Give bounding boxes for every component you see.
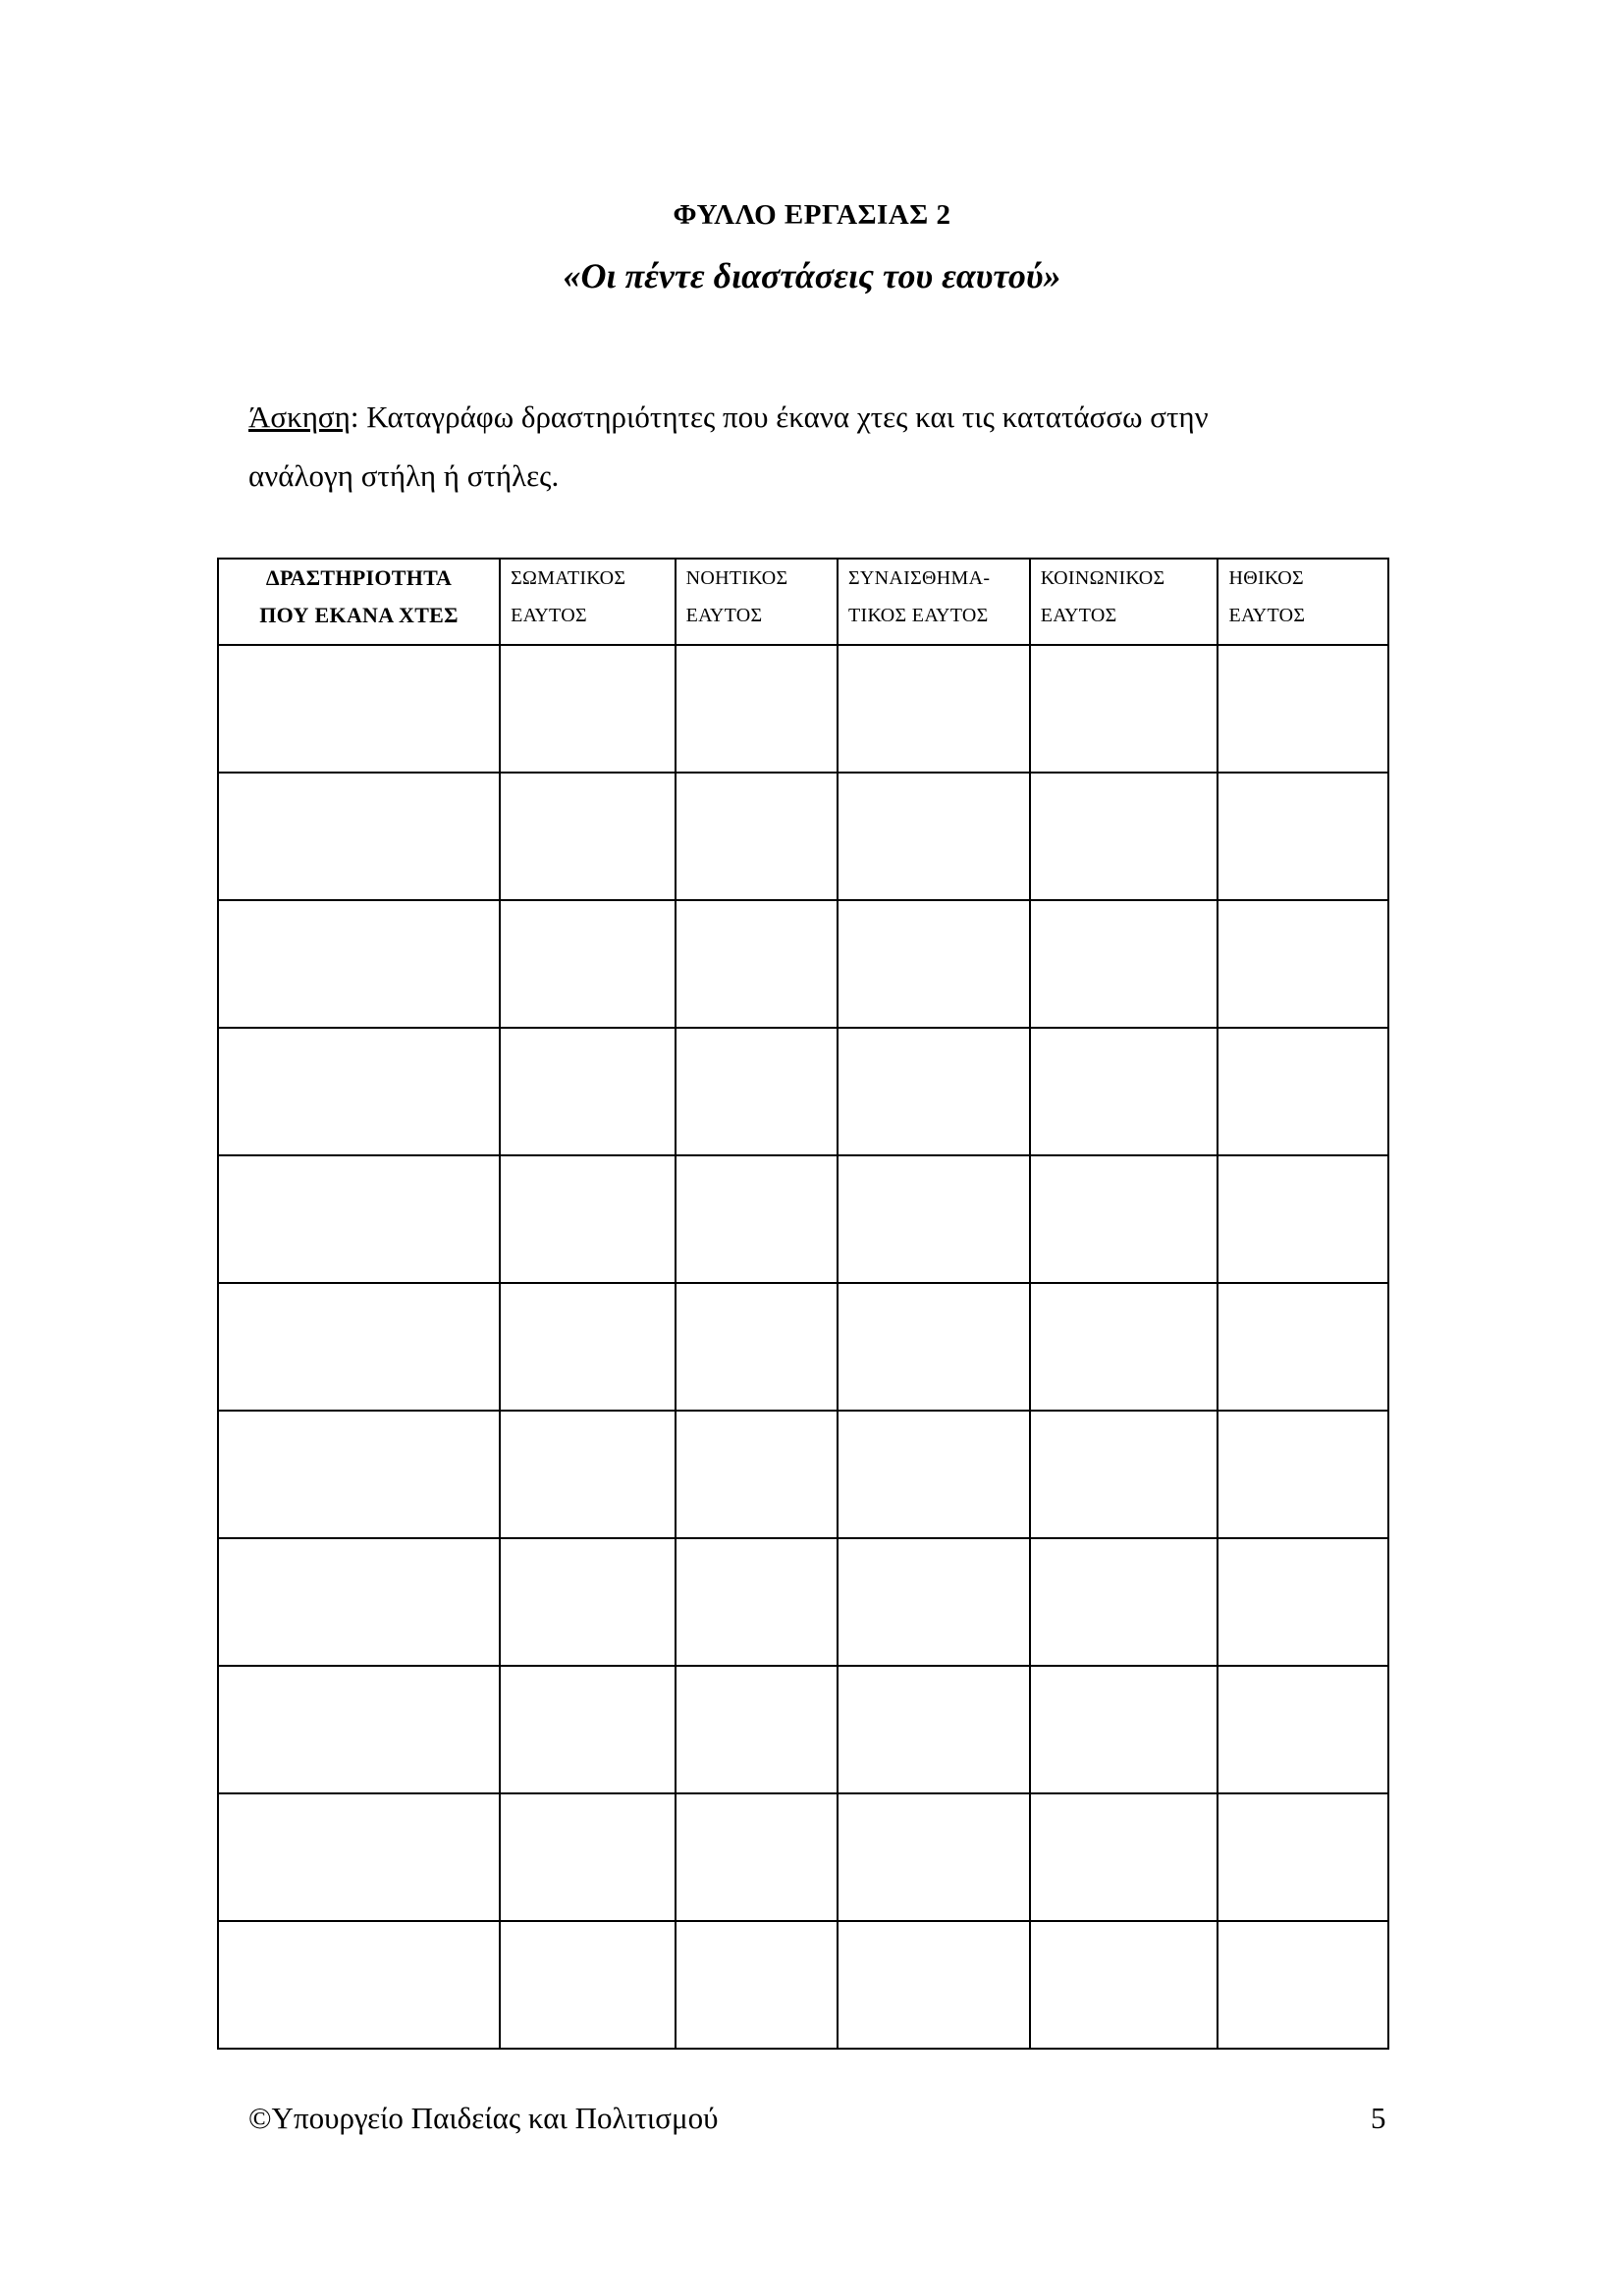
- table-cell[interactable]: [500, 900, 676, 1028]
- table-cell[interactable]: [1218, 1666, 1388, 1793]
- exercise-line-1: [248, 388, 1378, 447]
- worksheet-table: [217, 558, 1389, 2050]
- table-cell[interactable]: [838, 773, 1030, 900]
- exercise-label: Άσκηση: [248, 400, 351, 434]
- table-cell[interactable]: [838, 1538, 1030, 1666]
- table-cell[interactable]: [500, 1411, 676, 1538]
- table-cell[interactable]: [1030, 900, 1218, 1028]
- column-header-physical-self: ΣΩΜΑΤΙΚΟΣ ΕΑΥΤΟΣ: [500, 559, 676, 645]
- table-cell[interactable]: [1218, 1793, 1388, 1921]
- table-cell[interactable]: [500, 1283, 676, 1411]
- column-header-activity: ΔΡΑΣΤΗΡΙΟΤΗΤΑ ΠΟΥ ΕΚΑΝΑ ΧΤΕΣ: [218, 559, 500, 645]
- table-row: [218, 773, 1388, 900]
- table-cell[interactable]: [1218, 1538, 1388, 1666]
- page-number: 5: [1371, 2101, 1386, 2135]
- table-row: [218, 645, 1388, 773]
- table-cell[interactable]: [500, 773, 676, 900]
- exercise-text-2: ανάλογη στήλη ή στήλες.: [248, 458, 560, 493]
- table-cell[interactable]: [1030, 1283, 1218, 1411]
- exercise-text-1: : Καταγράφω δραστηριότητες που έκανα χτες και τις κατατάσσω στην: [350, 400, 1209, 434]
- table-body: [218, 645, 1388, 2049]
- table-cell[interactable]: [838, 1666, 1030, 1793]
- table-cell[interactable]: [1030, 1538, 1218, 1666]
- table-cell[interactable]: [676, 1538, 838, 1666]
- table-cell[interactable]: [500, 645, 676, 773]
- table-cell[interactable]: [218, 1155, 500, 1283]
- table-cell[interactable]: [1218, 1028, 1388, 1155]
- exercise-instructions: [248, 388, 1378, 506]
- table-cell[interactable]: [1030, 1411, 1218, 1538]
- table-cell[interactable]: [1030, 773, 1218, 900]
- column-header-emotional-self: ΣΥΝΑΙΣΘΗΜΑ- ΤΙΚΟΣ ΕΑΥΤΟΣ: [838, 559, 1030, 645]
- table-row: [218, 1028, 1388, 1155]
- table-cell[interactable]: [218, 1028, 500, 1155]
- table-cell[interactable]: [676, 1028, 838, 1155]
- table-cell[interactable]: [676, 1411, 838, 1538]
- table-cell[interactable]: [500, 1793, 676, 1921]
- table-cell[interactable]: [500, 1028, 676, 1155]
- table-cell[interactable]: [500, 1155, 676, 1283]
- table-cell[interactable]: [218, 1666, 500, 1793]
- table-row: [218, 900, 1388, 1028]
- table-cell[interactable]: [218, 645, 500, 773]
- table-cell[interactable]: [1030, 1921, 1218, 2049]
- page-title: ΦΥΛΛΟ ΕΡΓΑΣΙΑΣ 2: [673, 199, 951, 231]
- table-cell[interactable]: [218, 1538, 500, 1666]
- table-cell[interactable]: [838, 645, 1030, 773]
- table-cell[interactable]: [676, 1921, 838, 2049]
- table-cell[interactable]: [1218, 1921, 1388, 2049]
- table-cell[interactable]: [676, 1283, 838, 1411]
- table-cell[interactable]: [838, 1155, 1030, 1283]
- table-cell[interactable]: [1218, 1411, 1388, 1538]
- table-cell[interactable]: [1218, 645, 1388, 773]
- table-row: [218, 1538, 1388, 1666]
- table-cell[interactable]: [838, 1793, 1030, 1921]
- table-header-row: [218, 559, 1388, 645]
- table-row: [218, 1411, 1388, 1538]
- table-cell[interactable]: [1030, 1028, 1218, 1155]
- table-row: [218, 1283, 1388, 1411]
- table-cell[interactable]: [500, 1666, 676, 1793]
- table-row: [218, 1155, 1388, 1283]
- table-cell[interactable]: [218, 773, 500, 900]
- table-cell[interactable]: [1030, 1155, 1218, 1283]
- table-cell[interactable]: [218, 1283, 500, 1411]
- table-cell[interactable]: [218, 1411, 500, 1538]
- table-cell[interactable]: [838, 1283, 1030, 1411]
- table-row: [218, 1666, 1388, 1793]
- table-cell[interactable]: [1218, 1283, 1388, 1411]
- table-cell[interactable]: [838, 900, 1030, 1028]
- table-cell[interactable]: [838, 1921, 1030, 2049]
- table-cell[interactable]: [676, 773, 838, 900]
- page-subtitle: «Οι πέντε διαστάσεις του εαυτού»: [563, 256, 1061, 295]
- table-cell[interactable]: [838, 1411, 1030, 1538]
- column-header-social-self: ΚΟΙΝΩΝΙΚΟΣ ΕΑΥΤΟΣ: [1030, 559, 1218, 645]
- table-cell[interactable]: [676, 1793, 838, 1921]
- table-cell[interactable]: [676, 900, 838, 1028]
- table-cell[interactable]: [500, 1921, 676, 2049]
- table-cell[interactable]: [218, 1793, 500, 1921]
- table-cell[interactable]: [1218, 773, 1388, 900]
- table-row: [218, 1921, 1388, 2049]
- table-cell[interactable]: [1030, 1793, 1218, 1921]
- table-cell[interactable]: [218, 900, 500, 1028]
- table-cell[interactable]: [1218, 1155, 1388, 1283]
- table-cell[interactable]: [1218, 900, 1388, 1028]
- table-row: [218, 1793, 1388, 1921]
- table-cell[interactable]: [838, 1028, 1030, 1155]
- table-cell[interactable]: [676, 1155, 838, 1283]
- table-cell[interactable]: [676, 1666, 838, 1793]
- table-cell[interactable]: [1030, 1666, 1218, 1793]
- table-cell[interactable]: [676, 645, 838, 773]
- table-cell[interactable]: [218, 1921, 500, 2049]
- footer-copyright: ©Υπουργείο Παιδείας και Πολιτισμού: [248, 2101, 719, 2135]
- table-cell[interactable]: [500, 1538, 676, 1666]
- column-header-moral-self: ΗΘΙΚΟΣ ΕΑΥΤΟΣ: [1218, 559, 1388, 645]
- column-header-mental-self: ΝΟΗΤΙΚΟΣ ΕΑΥΤΟΣ: [676, 559, 838, 645]
- table-cell[interactable]: [1030, 645, 1218, 773]
